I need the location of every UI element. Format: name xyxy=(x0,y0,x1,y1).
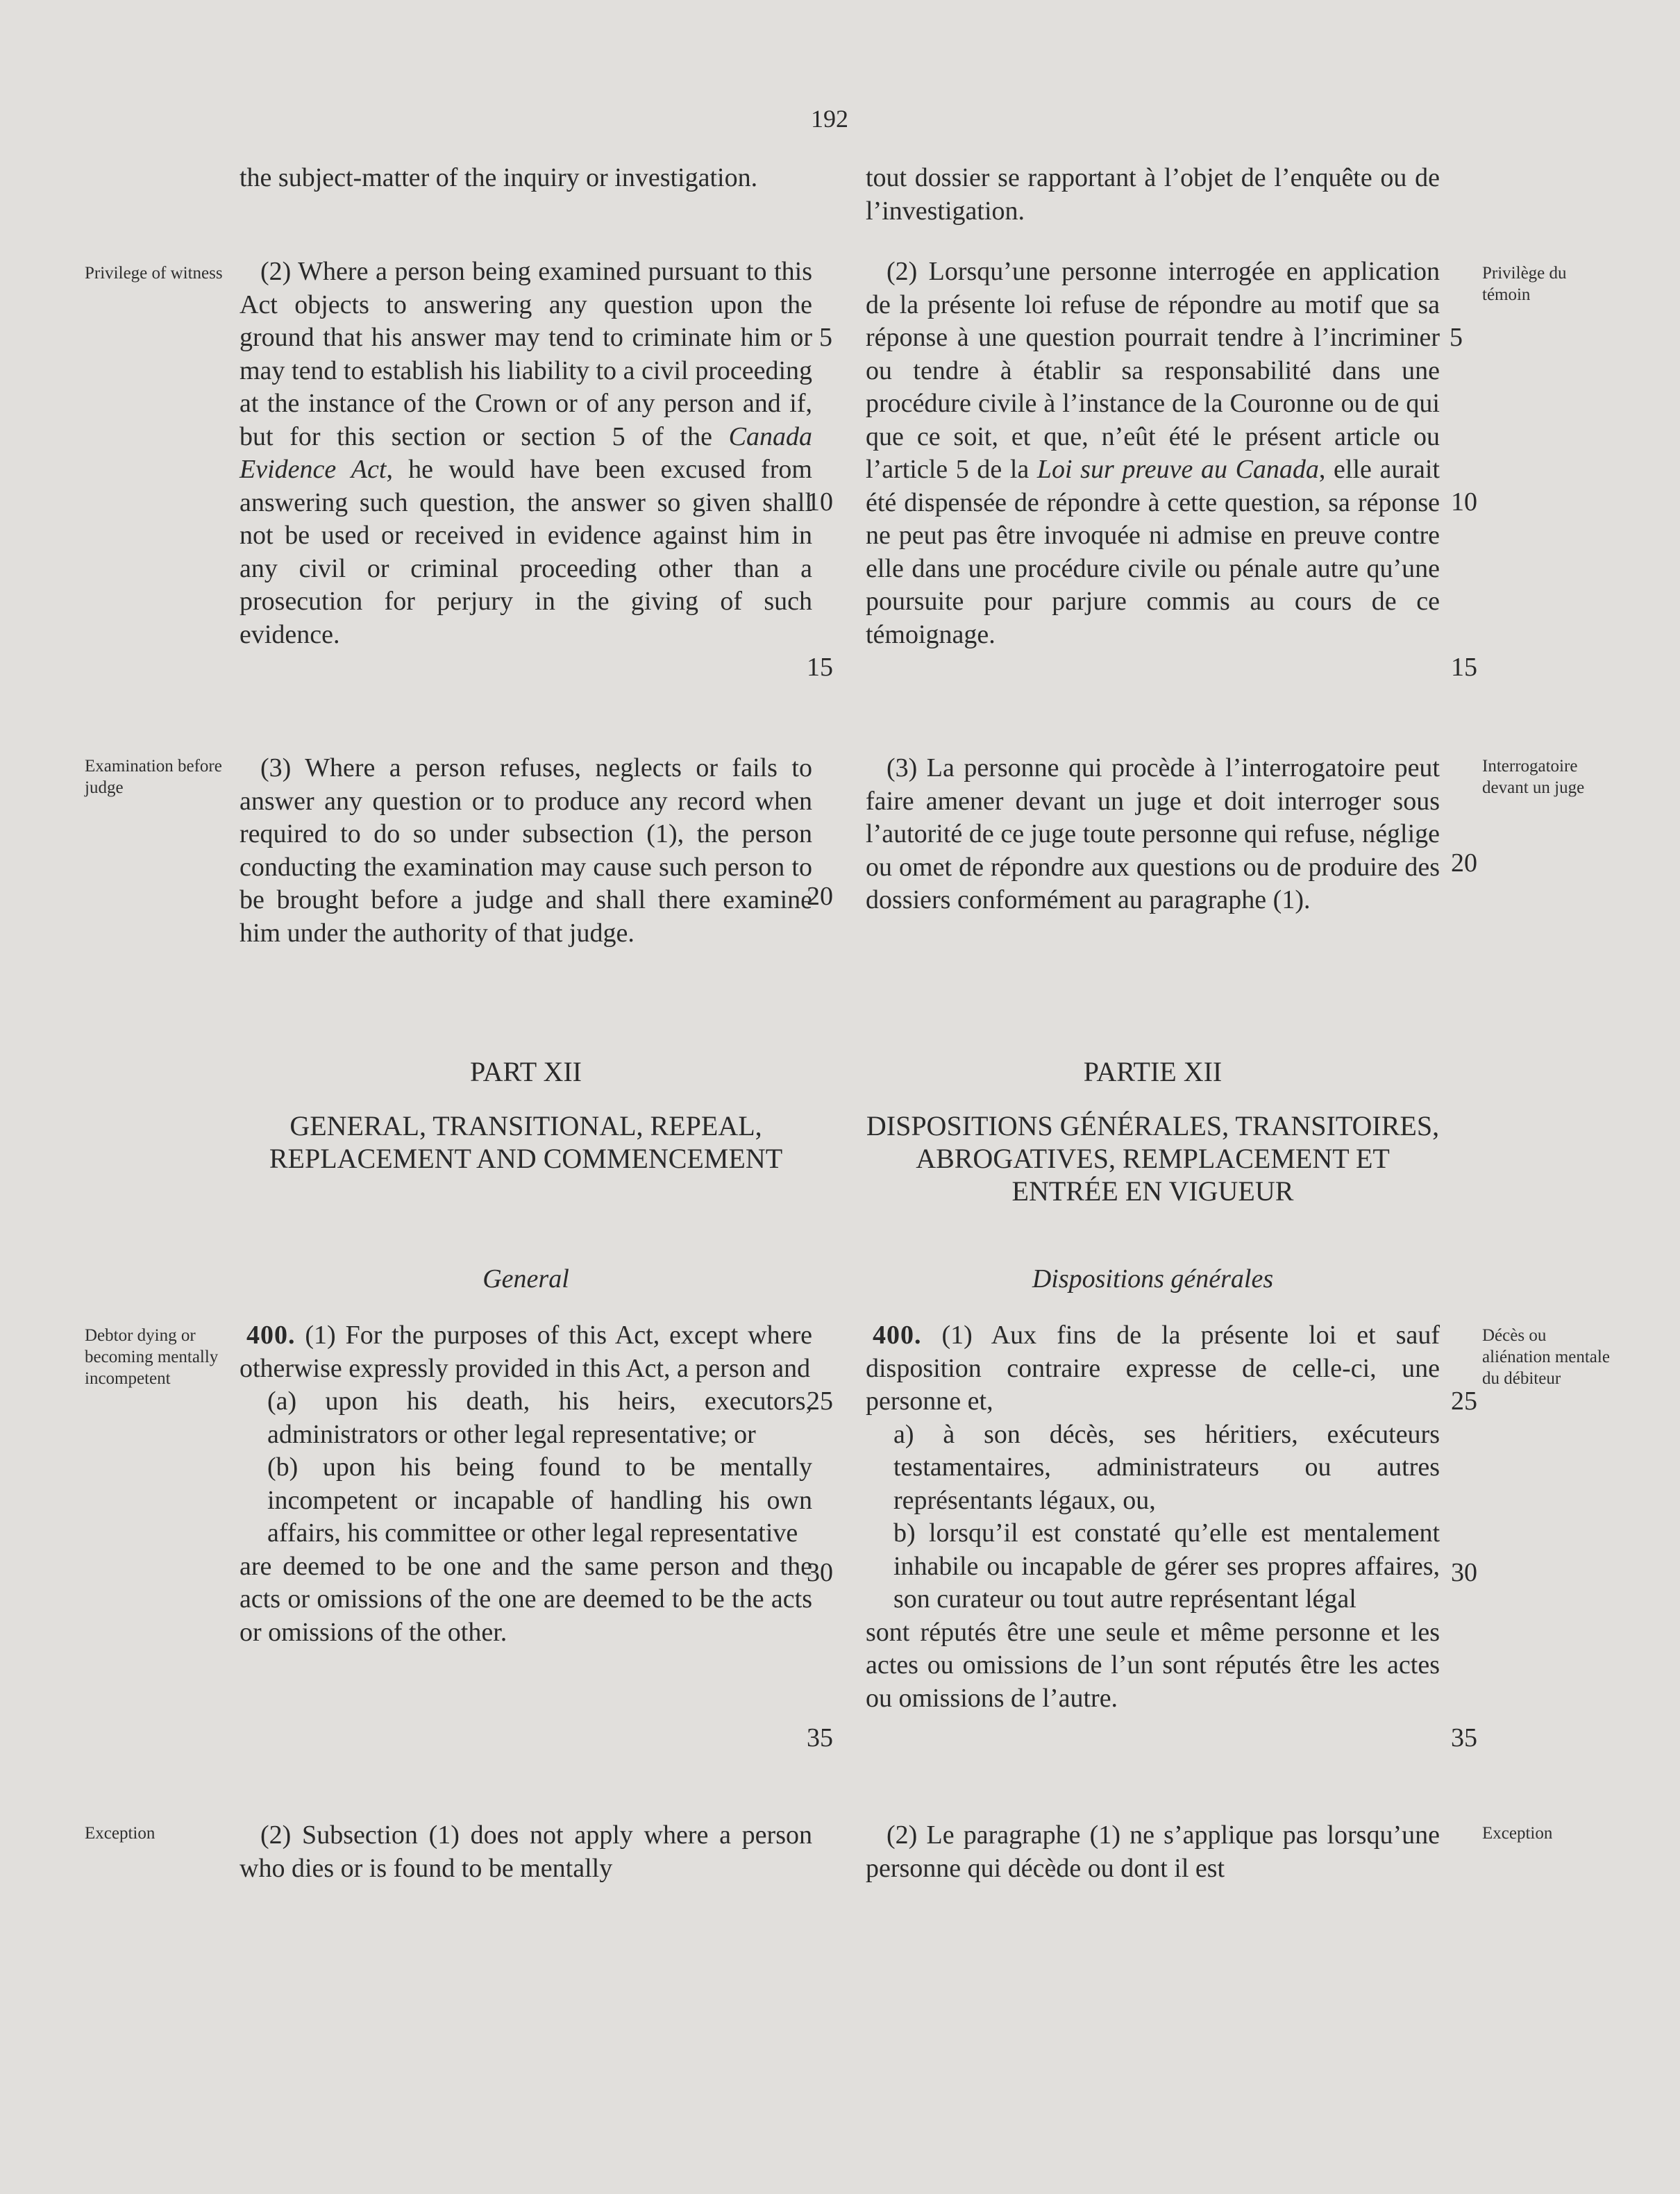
en-section-number: 400. xyxy=(246,1321,296,1350)
fr-para-a-label: a) xyxy=(893,1419,914,1449)
line-number-fr-25: 25 xyxy=(1451,1387,1477,1416)
line-number-en-20: 20 xyxy=(807,882,833,911)
fr-para-b: lorsqu’il est constaté qu’elle est mentalement inhabile ou incapable de gérer ses propres affaires, son curateur ou tout autre représentant légal xyxy=(893,1518,1440,1614)
margin-note-debtor-dying: Debtor dying or becoming mentally incompetent xyxy=(85,1326,219,1388)
fr-s2-italic: Loi sur preuve au Canada xyxy=(1036,455,1319,484)
line-number-fr-20: 20 xyxy=(1451,848,1477,878)
margin-note-exception-en: Exception xyxy=(85,1824,156,1843)
line-number-en-30: 30 xyxy=(807,1558,833,1587)
en-s2-text-b: , he would have been excused from answering such question, the answer so given shall not be used or received in evidence against him in any civil or criminal proceeding other than a prosecution for perjury in the giving of such evidence. xyxy=(240,455,812,649)
fr-section-400-2 xyxy=(866,1819,1440,1885)
fr-section-number: 400. xyxy=(873,1321,922,1350)
margin-note-interrogatoire: Interrogatoire devant un juge xyxy=(1482,757,1585,797)
en-s400-2-text: (2) Subsection (1) does not apply where a person who dies or is found to be mentally xyxy=(240,1820,812,1883)
margin-note-deces-alienation: Décès ou aliénation mentale du débiteur xyxy=(1482,1326,1610,1388)
margin-note-exception-fr: Exception xyxy=(1482,1824,1553,1843)
line-number-en-25: 25 xyxy=(807,1387,833,1416)
fr-s400-close: sont réputés être une seule et même personne et les actes ou omissions de l’un sont réputés être les actes ou omissions de l’autre. xyxy=(866,1617,1440,1713)
line-number-en-5: 5 xyxy=(819,323,832,352)
en-part-title: PART XII xyxy=(470,1056,582,1087)
en-para-a: upon his death, his heirs, executors, administrators or other legal representative; or xyxy=(267,1387,812,1449)
en-subsection-2 xyxy=(240,256,812,651)
en-part-heading: GENERAL, TRANSITIONAL, REPEAL, REPLACEMENT AND COMMENCEMENT xyxy=(269,1110,783,1174)
en-section-400-2 xyxy=(240,1819,812,1885)
french-column xyxy=(866,162,1440,228)
en-continuation: the subject-matter of the inquiry or investigation. xyxy=(240,163,758,192)
line-number-fr-30: 30 xyxy=(1451,1558,1477,1587)
fr-s2-text-a: (2) Lorsqu’une personne interrogée en application de la présente loi refuse de répondre au motif que sa réponse à une question pourrait tendre à l’incriminer ou tendre à établir sa responsabilité dans une procédure civile à l’instance de la Couronne ou de qui que ce soit, et que, n’eût été le présent article ou l’article 5 de la xyxy=(866,257,1440,484)
fr-s2-text-b: , elle aurait été dispensée de répondre à cette question, sa réponse ne peut pas être invoquée ni admise en preuve contre elle dans une procédure civile ou pénale autre qu’une poursuite pour parjure commis au cours de ce témoignage. xyxy=(866,455,1440,649)
margin-note-privilege-du-temoin: Privilège du témoin xyxy=(1482,264,1567,304)
line-number-fr-10: 10 xyxy=(1451,487,1477,517)
fr-s3-text: (3) La personne qui procède à l’interrogatoire peut faire amener devant un juge et doit interroger sous l’autorité de ce juge toute personne qui refuse, néglige ou omet de répondre aux questions ou de produire des dossiers conformément au paragraphe (1). xyxy=(866,753,1440,914)
en-para-a-label: (a) xyxy=(267,1387,297,1416)
line-number-fr-5: 5 xyxy=(1450,323,1463,352)
en-s2-italic: Canada Evidence Act xyxy=(240,421,812,484)
fr-para-b-label: b) xyxy=(893,1518,916,1548)
fr-s400-2-text: (2) Le paragraphe (1) ne s’applique pas lorsqu’une personne qui décède ou dont il est xyxy=(866,1820,1440,1883)
fr-part-title: PARTIE XII xyxy=(1083,1056,1223,1087)
fr-s400-intro: (1) Aux fins de la présente loi et sauf disposition contraire expresse de celle-ci, une personne et, xyxy=(866,1321,1440,1416)
line-number-fr-15: 15 xyxy=(1451,653,1477,682)
en-s3-text: (3) Where a person refuses, neglects or fails to answer any question or to produce any record when required to do so under subsection (1), the person conducting the examination may cause such person to be brought before a judge and shall there examine him under the authority of that judge. xyxy=(240,753,812,948)
en-subheading: General xyxy=(482,1264,569,1293)
margin-note-privilege-of-witness: Privilege of witness xyxy=(85,264,223,283)
page-number: 192 xyxy=(811,105,848,133)
en-s400-intro: (1) For the purposes of this Act, except where otherwise expressly provided in this Act, a person and xyxy=(240,1321,812,1383)
en-subsection-3 xyxy=(240,752,812,950)
fr-subsection-3 xyxy=(866,752,1440,917)
fr-para-a: à son décès, ses héritiers, exécuteurs testamentaires, administrateurs ou autres représentants légaux, ou, xyxy=(893,1419,1440,1515)
en-s400-close: are deemed to be one and the same person and the acts or omissions of the one are deemed to be the acts or omissions of the other. xyxy=(240,1551,812,1647)
fr-subheading: Dispositions générales xyxy=(1032,1264,1274,1293)
fr-part-heading: DISPOSITIONS GÉNÉRALES, TRANSITOIRES, ABROGATIVES, REMPLACEMENT ET ENTRÉE EN VIGUEUR xyxy=(866,1110,1440,1207)
en-s2-text-a: (2) Where a person being examined pursuant to this Act objects to answering any question upon the ground that his answer may tend to criminate him or may tend to establish his liability to a civil proceeding at the instance of the Crown or of any person and if, but for this section or section 5 of the xyxy=(240,257,812,451)
line-number-en-35: 35 xyxy=(807,1723,833,1752)
line-number-en-10: 10 xyxy=(807,487,833,517)
line-number-en-15: 15 xyxy=(807,653,833,682)
en-para-b-label: (b) xyxy=(267,1452,299,1482)
fr-continuation: tout dossier se rapportant à l’objet de l’enquête ou de l’investigation. xyxy=(866,163,1440,226)
en-section-400 xyxy=(240,1319,812,1649)
fr-subsection-2 xyxy=(866,256,1440,651)
fr-section-400 xyxy=(866,1319,1440,1715)
english-column xyxy=(240,162,812,195)
en-para-b: upon his being found to be mentally incompetent or incapable of handling his own affairs, his committee or other legal representative xyxy=(267,1452,812,1548)
line-number-fr-35: 35 xyxy=(1451,1723,1477,1752)
margin-note-examination-before-judge: Examination before judge xyxy=(85,757,222,797)
